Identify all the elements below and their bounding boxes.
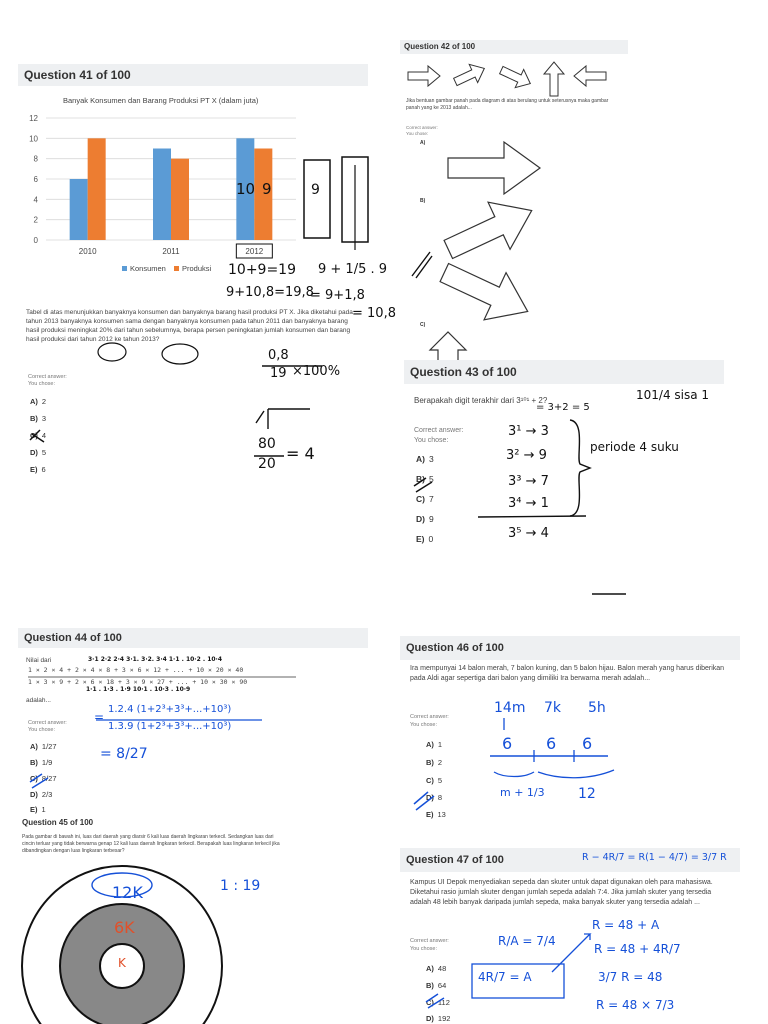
q41-note-10: 10 [236,180,256,198]
q41-bar-konsumen-2010 [70,179,88,240]
q44-tail: adalah... [26,697,51,704]
q47-note-ratio: R/A = 7/4 [498,934,556,948]
q43-note-pow-3: 3³ → 7 [508,474,549,489]
q43-correct-label: Correct answer: [414,427,464,434]
q41-correct-label: Correct answer: [28,374,67,380]
q42-correct-label: Correct answer: [406,125,438,130]
q45-note-inner-k: K [118,956,126,970]
q41-chart-title: Banyak Konsumen dan Barang Produksi PT X (dalam juta) [63,96,259,105]
q41-note-calc-1: 9 + 1/5 . 9 [318,262,388,277]
q44-numerator: 1 × 2 × 4 + 2 × 4 × 8 + 3 × 6 × 12 + ... + 10 × 20 × 40 [28,666,244,674]
q42-note-strikethrough [410,250,434,280]
question-41-card [18,62,368,482]
question-41-header: Question 41 of 100 [18,64,368,86]
q41-note-9: 9 [262,180,272,198]
q45-note-outer-12k: 12K [112,883,143,902]
q43-option-b[interactable]: B) 5 [416,474,434,484]
q41-option-d[interactable]: D) 5 [30,448,47,457]
q41-question-text: Tabel di atas menunjukkan banyaknya konsumen dan banyaknya barang hasil produksi PT X. Jika diketahui pada tahun 2013 banyaknya konsumen sama dengan banyaknya konsumen pada tahun 2011 dan banyaknya barang hasil produksi meningkat 20% dari tahun sebelumnya, berapa persen peningkatan jumlah konsumen dan barang hasil produksi dari tahun 2012 ke tahun 2013? [26,309,353,343]
q44-note-checkmark [28,770,58,790]
q41-option-c[interactable]: C) 4 [30,431,47,440]
q42-option-c[interactable]: C) [420,322,426,328]
q46-note-12: 12 [578,786,596,802]
q46-question-text: Ira mempunyai 14 balon merah, 7 balon kuning, dan 5 balon hijau. Balon merah yang harus diberikan pada Aldi agar sepertiga dari balon yang dimiliki Ira berwarna merah adalah... [410,665,725,682]
q44-note-top: 3·1 2·2 2·4 3·1. 3·2. 3·4 1·1 . 10·2 . 10·4 [88,656,223,663]
q41-bar-produksi-2011 [171,159,189,240]
q46-option-e[interactable]: E) 13 [426,810,446,819]
question-42-header: Question 42 of 100 [400,40,628,54]
q47-chose-label: You chose: [410,946,438,952]
q43-option-d[interactable]: D) 9 [416,514,434,524]
q41-chose-label: You chose: [28,381,56,387]
q46-note-5h: 5h [588,700,606,716]
q42-option-c-arrow [436,252,546,332]
q44-correct-label: Correct answer: [28,720,67,726]
q42-question-text: Jika bentuan gambar panah pada diagram di atas berulang untuk seterusnya maka gambar panah yang ke 2013 adalah... [406,98,609,111]
q47-note-r-final: R = 48 × 7/3 [596,998,675,1012]
q43-note-brace [566,418,596,518]
q47-note-r-eq-48-4r7: R = 48 + 4R/7 [594,942,681,956]
q44-note-bottom: 1·1 . 1·3 . 1·9 10·1 . 10·3 . 10·9 [86,686,191,693]
q47-note-arrows [550,928,630,988]
q47-note-checkmark [424,990,454,1010]
q41-legend-label-konsumen: Konsumen [130,264,166,273]
q44-note-eq-top: 1.2.4 (1+2³+3³+...+10³) [108,704,232,715]
q44-denominator: 1 × 3 × 9 + 2 × 6 × 18 + 3 × 9 × 27 + ... + 10 × 30 × 90 [28,678,248,686]
question-43-header: Question 43 of 100 [404,360,724,384]
q46-note-diagram [490,714,630,784]
q47-note-37r-eq-48: 3/7 R = 48 [598,970,663,984]
q41-option-a[interactable]: A) 2 [30,397,47,406]
q41-ytick-label: 10 [29,134,38,144]
q43-note-checkmark [412,474,442,494]
q41-option-e[interactable]: E) 6 [30,465,46,474]
q46-option-c[interactable]: C) 5 [426,776,443,785]
q41-ytick-label: 6 [33,175,38,184]
q43-note-period: periode 4 suku [590,440,679,454]
q42-option-b[interactable]: B) [420,198,426,204]
q45-note-middle-6k: 6K [114,918,135,937]
q41-note-80: 80 [258,436,276,452]
q41-ytick-label: 0 [33,236,38,245]
question-46-header: Question 46 of 100 [400,636,740,660]
q41-xtick-label: 2012 [245,247,264,256]
q43-note-pow-2: 3² → 9 [506,448,547,463]
q46-option-b[interactable]: B) 2 [426,758,443,767]
q41-option-b[interactable]: B) 3 [30,414,47,423]
q44-note-eq-sign: = [94,710,105,724]
q43-question-text: Berapakah digit terakhir dari 3¹⁰¹ + 2? [414,396,548,405]
q46-note-6c: 6 [582,734,593,753]
q47-option-c[interactable]: C) 112 [426,998,450,1007]
q43-option-a[interactable]: A) 3 [416,454,434,464]
q41-note-division-bracket [250,405,310,435]
q42-option-a[interactable]: A) [420,140,426,146]
q44-note-eq-bottom: 1.3.9 (1+2³+3³+...+10³) [108,721,232,732]
q44-option-e[interactable]: E) 1 [30,805,46,814]
q42-option-a-arrow [444,138,554,198]
q44-option-c[interactable]: C) 8/27 [30,774,57,783]
q47-correct-label: Correct answer: [410,938,449,944]
q41-note-frac-bottom: 19 [270,366,287,381]
q41-note-percent: ×100% [292,364,341,379]
q46-correct-label: Correct answer: [410,714,449,720]
q41-note-sum-product: 9+10,8=19,8 [226,285,314,300]
q44-option-d[interactable]: D) 2/3 [30,790,53,799]
q41-legend-swatch-konsumen [122,266,127,271]
q47-option-a[interactable]: A) 48 [426,964,447,973]
q43-note-dash [592,592,632,596]
q42-arrow-sequence [404,60,614,100]
q46-note-m-third: m + 1/3 [500,786,545,799]
q43-option-e[interactable]: E) 0 [416,534,434,544]
q41-note-checkmark [28,426,58,446]
q41-bar-chart [18,108,318,288]
q47-note-r-eq-48-a: R = 48 + A [592,918,660,932]
q44-option-b[interactable]: B) 1/9 [30,758,53,767]
q44-note-result: = 8/27 [100,746,148,762]
q47-note-r-minus: R − 4R/7 = R(1 − 4/7) = 3/7 R [582,852,727,863]
q45-note-ratio: 1 : 19 [220,878,261,894]
q47-note-4r7-eq-a: 4R/7 = A [478,970,532,984]
q44-chose-label: You chose: [28,727,56,733]
q41-note-result: = 4 [286,444,315,463]
q43-note-division: 101/4 sisa 1 [636,388,710,402]
q41-ytick-label: 12 [29,114,38,123]
q41-ytick-label: 4 [33,195,38,205]
q42-option-d-arrow-partial [428,330,488,360]
q41-bar-produksi-2010 [88,138,106,240]
q41-note-circles [100,340,260,380]
q41-xtick-label: 2011 [162,247,180,256]
q45-question-text: Pada gambar di bawah ini, luas dari daerah yang diarsir 6 kali luas daerah lingkaran terkecil. Sedangkan luas dari cincin terluar yang tidak berwarna genap 12 kali luas daerah lingkaran terkecil. Berapakah luas lingkaran terkecil jika dibandingkan dengan luas lingkaran terbesar? [22,834,280,854]
q43-chose-label: You chose: [414,437,449,444]
q44-option-a[interactable]: A) 1/27 [30,742,57,751]
q43-note-pow-5: 3⁵ → 4 [508,526,549,541]
q41-ytick-label: 8 [33,154,38,164]
q41-ytick-label: 2 [33,215,38,225]
q46-note-14m: 14m [494,700,526,716]
question-47-header: Question 47 of 100 [400,848,740,872]
q47-option-b[interactable]: B) 64 [426,981,447,990]
q42-chose-label: You chose: [406,131,429,136]
q43-option-c[interactable]: C) 7 [416,494,434,504]
q44-intro: Nilai dari [26,657,52,664]
q41-note-calc-2: = 9+1,8 [310,288,365,303]
q41-note-box-9: 9 [311,182,320,198]
q41-note-calc-3: = 10,8 [352,306,396,321]
q46-note-checkmark [412,788,442,812]
q41-legend-label-produksi: Produksi [182,264,212,273]
question-42-card [400,40,628,360]
q46-option-a[interactable]: A) 1 [426,740,443,749]
q43-note-result: = 3+2 = 5 [536,402,590,413]
q41-note-boxes [302,155,382,255]
q46-chose-label: You chose: [410,722,438,728]
q41-note-20: 20 [258,456,276,472]
q46-option-d[interactable]: D) 8 [426,793,443,802]
q41-note-sum-consumer: 10+9=19 [228,262,296,278]
question-44-header: Question 44 of 100 [18,628,368,648]
q41-note-frac-top: 0,8 [268,348,289,363]
q46-note-7k: 7k [544,700,562,716]
q41-legend-swatch-produksi [174,266,179,271]
question-45-card [18,816,388,1024]
q41-bar-konsumen-2011 [153,149,171,241]
question-45-header: Question 45 of 100 [18,816,388,830]
q46-note-6a: 6 [502,734,513,753]
q41-xtick-label: 2010 [78,247,97,256]
q46-note-6b: 6 [546,734,557,753]
q47-question-text: Kampus UI Depok menyediakan sepeda dan skuter untuk dapat digunakan oleh para mahasiswa. Diketahui rasio jumlah skuter dengan jumlah sepeda adalah 7:4. Jika jumlah skuter yang tersedia adalah 48 lebih banyak daripada jumlah sepeda, maka banyak skuter yang tersedia adalah ... [410,879,713,906]
q47-option-d[interactable]: D) 192 [426,1014,451,1023]
q43-note-pow-4: 3⁴ → 1 [508,496,549,511]
q43-note-pow-1: 3¹ → 3 [508,424,549,439]
